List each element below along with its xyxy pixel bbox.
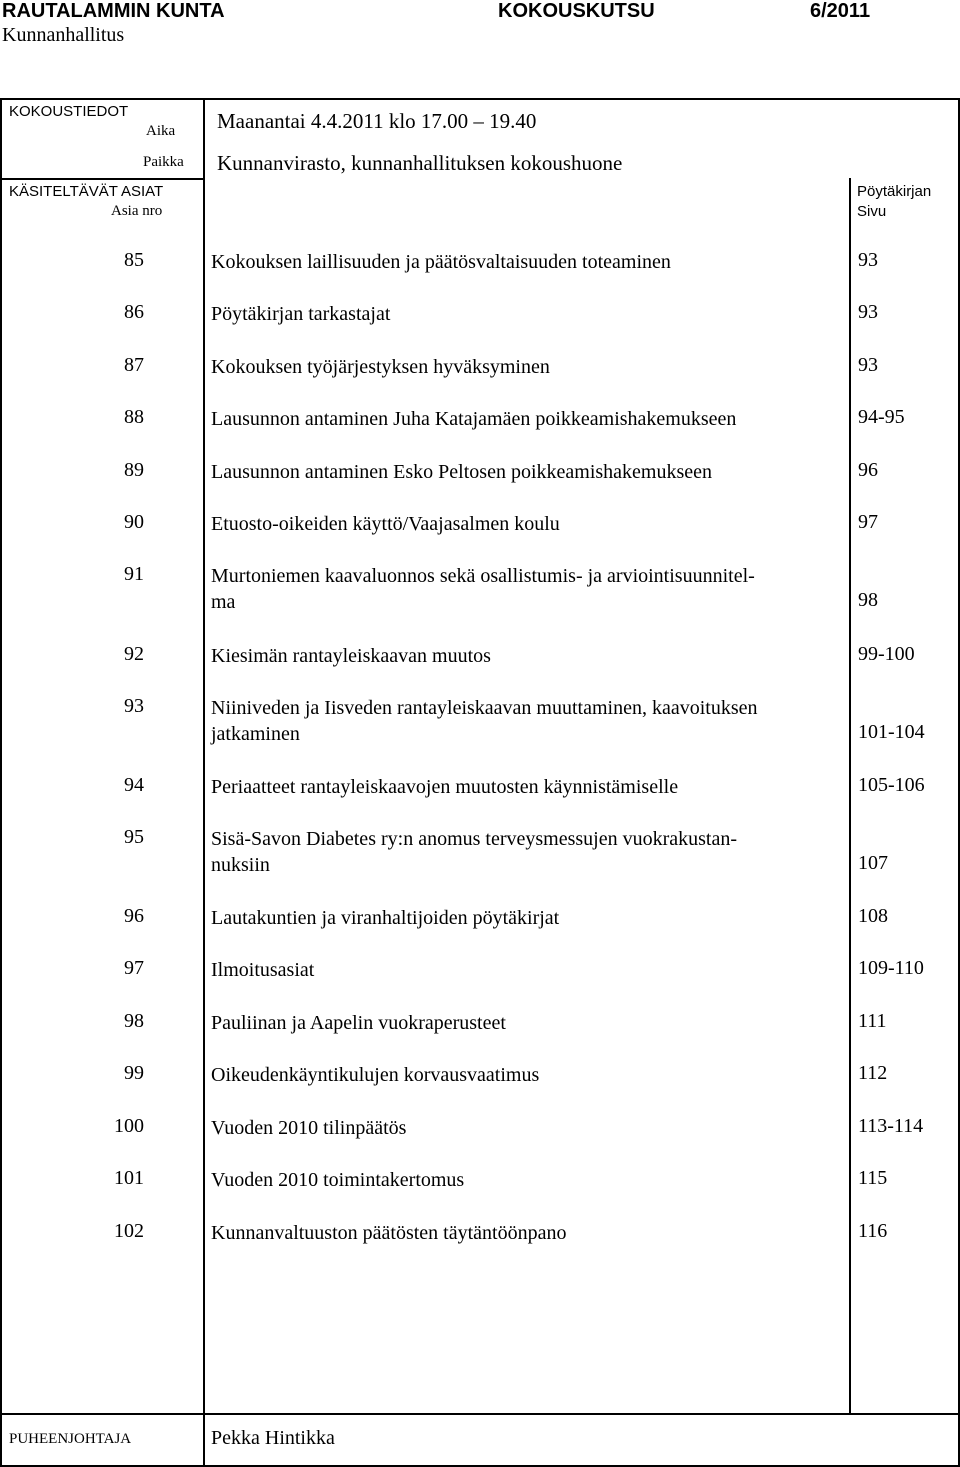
agenda-item-number: 94 <box>124 774 144 796</box>
doc-type: KOKOUSKUTSU <box>498 0 655 22</box>
agenda-item-page: 109-110 <box>858 957 924 979</box>
agenda-item-page: 105-106 <box>858 774 925 796</box>
chair-name: Pekka Hintikka <box>211 1427 335 1449</box>
agenda-item-number: 96 <box>124 905 144 927</box>
agenda-item-page: 93 <box>858 354 878 376</box>
agenda-item-page: 99-100 <box>858 643 915 665</box>
agenda-item-title: Sisä-Savon Diabetes ry:n anomus terveysmessujen vuokrakustan- <box>211 828 738 850</box>
page-column-label: Pöytäkirjan <box>857 183 932 200</box>
agenda-item-title-continued: ma <box>211 591 236 613</box>
meeting-section-divider <box>0 178 203 180</box>
agenda-item-title: Niiniveden ja Iisveden rantayleiskaavan muuttaminen, kaavoituksen <box>211 697 758 719</box>
agenda-item-title: Lautakuntien ja viranhaltijoiden pöytäkirjat <box>211 907 560 929</box>
agenda-item-number: 98 <box>124 1010 144 1032</box>
agenda-item-page: 93 <box>858 301 878 323</box>
agenda-item-title-continued: nuksiin <box>211 854 270 876</box>
agenda-item-title: Pöytäkirjan tarkastajat <box>211 303 391 325</box>
agenda-item-number: 91 <box>124 563 144 585</box>
agenda-item-title: Kunnanvaltuuston päätösten täytäntöönpano <box>211 1222 567 1244</box>
agenda-item-page: 115 <box>858 1167 888 1189</box>
governing-body: Kunnanhallitus <box>2 24 125 46</box>
agenda-item-number: 87 <box>124 354 144 376</box>
agenda-item-page: 107 <box>858 852 888 874</box>
agenda-item-title: Oikeudenkäyntikulujen korvausvaatimus <box>211 1064 540 1086</box>
agenda-item-page: 116 <box>858 1220 888 1242</box>
org-name: RAUTALAMMIN KUNTA <box>2 0 225 22</box>
agenda-section-label: KÄSITELTÄVÄT ASIAT <box>9 183 164 200</box>
agenda-item-number: 101 <box>114 1167 144 1189</box>
doc-number: 6/2011 <box>810 0 871 22</box>
agenda-item-title: Ilmoitusasiat <box>211 959 315 981</box>
agenda-item-page: 93 <box>858 249 878 271</box>
time-value: Maanantai 4.4.2011 klo 17.00 – 19.40 <box>217 109 537 133</box>
table-top-border <box>0 98 960 100</box>
agenda-item-page: 96 <box>858 459 878 481</box>
agenda-item-number: 102 <box>114 1220 144 1242</box>
agenda-item-title: Kiesimän rantayleiskaavan muutos <box>211 645 491 667</box>
column-divider <box>203 98 205 1467</box>
agenda-item-title: Periaatteet rantayleiskaavojen muutosten käynnistämiselle <box>211 776 679 798</box>
agenda-item-page: 94-95 <box>858 406 905 428</box>
agenda-item-title-continued: jatkaminen <box>211 723 300 745</box>
agenda-item-title: Kokouksen työjärjestyksen hyväksyminen <box>211 356 550 378</box>
agenda-item-number: 100 <box>114 1115 144 1137</box>
agenda-item-number: 97 <box>124 957 144 979</box>
meeting-section-label: KOKOUSTIEDOT <box>9 103 129 120</box>
place-value: Kunnanvirasto, kunnanhallituksen kokoushuone <box>217 151 623 175</box>
table-left-border <box>0 98 2 1467</box>
chair-label: PUHEENJOHTAJA <box>9 1431 132 1447</box>
agenda-item-title: Vuoden 2010 tilinpäätös <box>211 1117 407 1139</box>
agenda-item-page: 112 <box>858 1062 888 1084</box>
agenda-item-page: 101-104 <box>858 721 925 743</box>
agenda-item-number: 95 <box>124 826 144 848</box>
agenda-item-title: Etuosto-oikeiden käyttö/Vaajasalmen koulu <box>211 513 560 535</box>
agenda-item-page: 97 <box>858 511 878 533</box>
page-column-label-sivu: Sivu <box>857 203 887 220</box>
agenda-item-number: 90 <box>124 511 144 533</box>
agenda-item-title: Murtoniemen kaavaluonnos sekä osallistumis- ja arviointisuunnitel- <box>211 565 755 587</box>
agenda-item-number: 88 <box>124 406 144 428</box>
agenda-item-title: Lausunnon antaminen Esko Peltosen poikkeamishakemukseen <box>211 461 713 483</box>
agenda-item-page: 111 <box>858 1010 887 1032</box>
agenda-item-number: 92 <box>124 643 144 665</box>
agenda-item-title: Lausunnon antaminen Juha Katajamäen poikkeamishakemukseen <box>211 408 737 430</box>
agenda-item-number: 99 <box>124 1062 144 1084</box>
agenda-item-number: 86 <box>124 301 144 323</box>
page-column-divider <box>849 178 851 1415</box>
agenda-number-label: Asia nro <box>111 203 163 219</box>
agenda-item-title: Pauliinan ja Aapelin vuokraperusteet <box>211 1012 506 1034</box>
agenda-item-page: 98 <box>858 589 878 611</box>
agenda-item-title: Vuoden 2010 toimintakertomus <box>211 1169 465 1191</box>
agenda-item-page: 108 <box>858 905 888 927</box>
agenda-item-number: 85 <box>124 249 144 271</box>
agenda-item-number: 89 <box>124 459 144 481</box>
agenda-item-number: 93 <box>124 695 144 717</box>
agenda-item-title: Kokouksen laillisuuden ja päätösvaltaisuuden toteaminen <box>211 251 671 273</box>
agenda-item-page: 113-114 <box>858 1115 924 1137</box>
place-label: Paikka <box>143 154 184 170</box>
footer-divider <box>0 1413 960 1415</box>
time-label: Aika <box>146 123 176 139</box>
